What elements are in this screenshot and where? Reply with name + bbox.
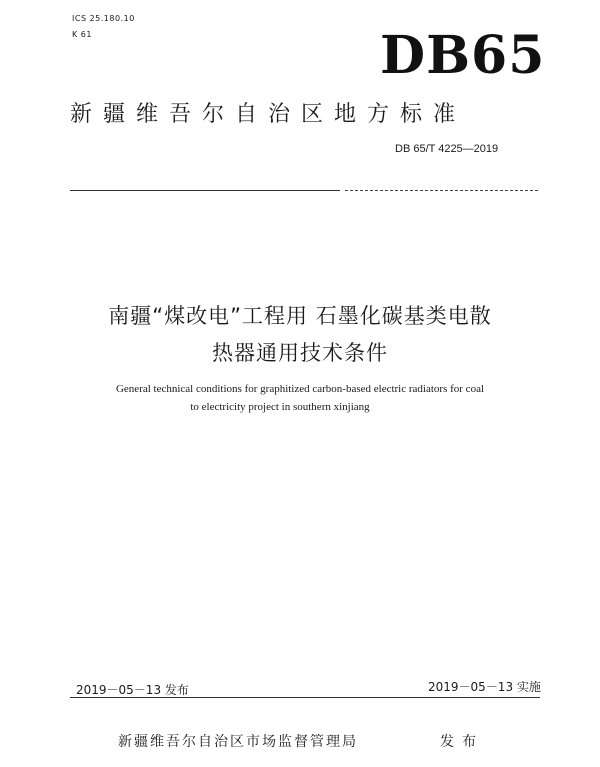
publish-label: 发布 [440,734,484,750]
english-title-line2: to electricity project in southern xinjiang [190,401,370,413]
header-divider-left [70,190,340,191]
footer-divider [70,697,540,698]
issue-date: 2019－05－13 发布 [76,683,189,697]
english-title-line1: General technical conditions for graphitized carbon-based electric radiators for coal [115,383,485,395]
ics-code: ICS 25.180.10 [72,14,135,23]
classification-code: K 61 [72,30,92,39]
standard-number: DB 65/T 4225—2019 [395,143,499,155]
header-divider-right [345,190,538,191]
implementation-date: 2019－05－13 实施 [428,680,541,694]
publisher-name: 新疆维吾尔自治区市场监督管理局 [118,734,358,750]
document-title-line1: 南疆“煤改电”工程用 石墨化碳基类电散 [108,304,492,328]
db-logo: DB65 [380,25,546,86]
standard-category-title: 新疆维吾尔自治区地方标准 [70,102,467,127]
document-title-line2: 热器通用技术条件 [212,341,388,365]
